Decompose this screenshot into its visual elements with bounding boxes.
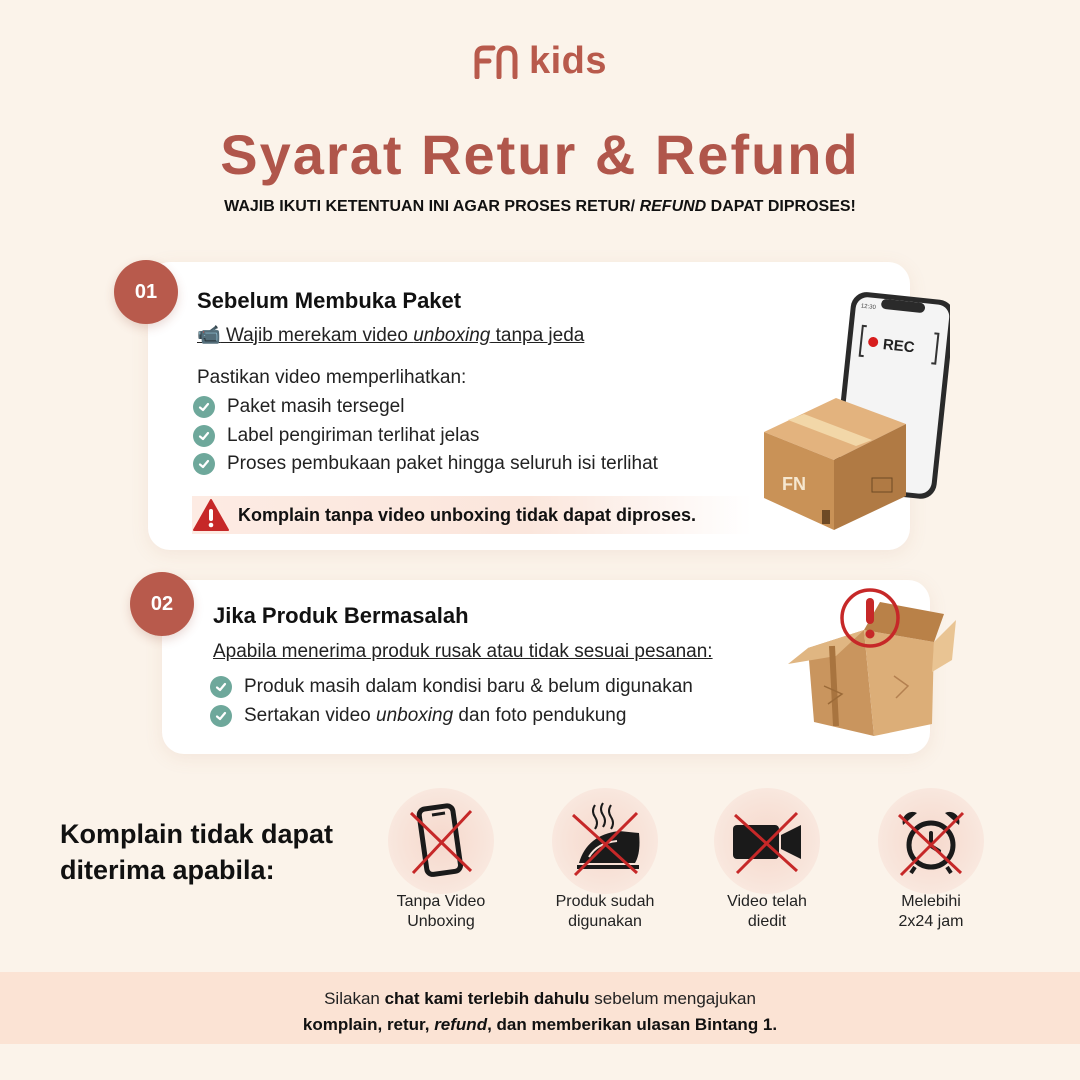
check-icon [210,676,232,698]
list-item: Sertakan video unboxing dan foto pendukung [210,702,693,731]
warning-banner [192,496,752,534]
alarm-crossed-icon [878,788,984,894]
warning-icon [192,498,230,532]
step2-subtitle: Apabila menerima produk rusak atau tidak sesuai pesanan: [213,641,713,662]
complaint-heading: Komplain tidak dapat diterima apabila: [60,819,334,885]
check-icon [193,425,215,447]
step1-checklist [193,393,658,479]
page-subtitle: WAJIB IKUTI KETENTUAN INI AGAR PROSES RETUR/ REFUND DAPAT DIPROSES! [224,198,856,215]
video-camera-icon: 📹 [197,325,221,346]
reason-no-video: Tanpa Video Unboxing [366,788,516,934]
rec-label: REC [882,336,916,357]
step1-title: Sebelum Membuka Paket [197,288,462,313]
reason-edited-video: Video telah diedit [692,788,842,934]
reason-used-product: Produk sudah digunakan [530,788,680,934]
reason-over-time: Melebihi 2x24 jam [856,788,1006,934]
step2-title: Jika Produk Bermasalah [213,603,469,628]
phone-time: 12:30 [860,303,877,312]
phone-box-illustration [760,292,950,532]
step1-subtitle: 📹 Wajib merekam video unboxing tanpa jeda [197,325,585,346]
list-item: Paket masih tersegel [193,393,658,422]
page-title: Syarat Retur & Refund [220,123,860,186]
iron-crossed-icon [552,788,658,894]
list-item: Proses pembukaan paket hingga seluruh isi terlihat [193,450,658,479]
step1-intro: Pastikan video memperlihatkan: [197,367,467,388]
box-brand-mark: FN [782,474,806,494]
damaged-box-illustration [784,586,960,738]
list-item: Produk masih dalam kondisi baru & belum digunakan [210,673,693,702]
package-box-icon [764,398,906,530]
step2-number-badge: 02 [130,572,194,636]
phone-crossed-icon [388,788,494,894]
warning-text: Komplain tanpa video unboxing tidak dapat diproses. [238,504,697,525]
list-item: Label pengiriman terlihat jelas [193,422,658,451]
check-icon [210,705,232,727]
footer-note: Silakan chat kami terlebih dahulu sebelum mengajukan komplain, retur, refund, dan memberikan ulasan Bintang 1. [0,972,1080,1044]
camera-crossed-icon [714,788,820,894]
brand-name: kids [528,40,608,82]
check-icon [193,453,215,475]
fn-logo-icon [473,45,519,79]
step2-checklist [210,673,693,730]
brand-logo [0,40,1080,83]
check-icon [193,396,215,418]
step1-number-badge: 01 [114,260,178,324]
